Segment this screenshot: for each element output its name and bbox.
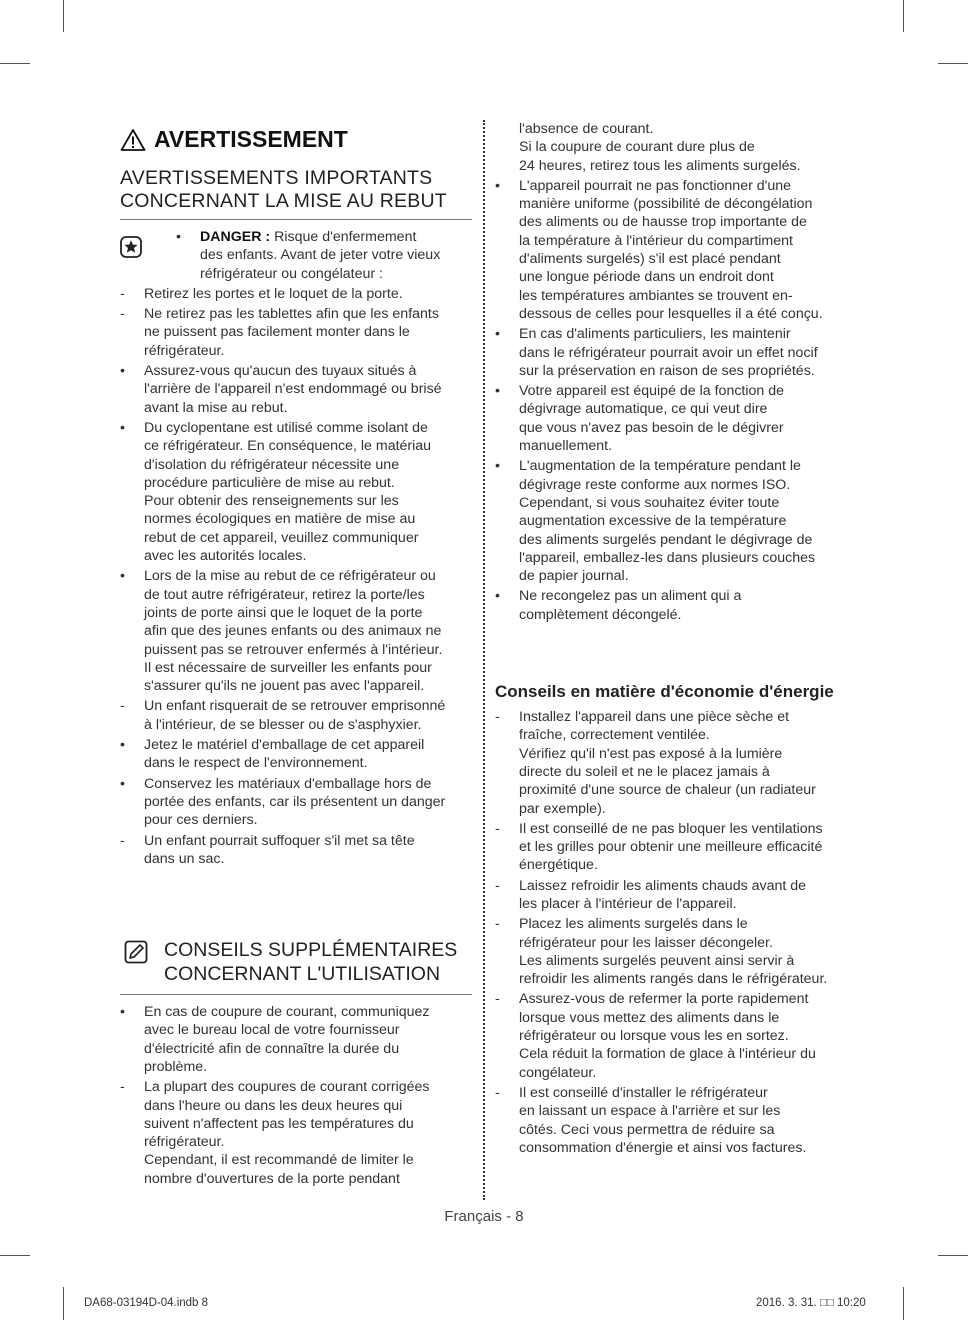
crop-mark [903, 1287, 904, 1320]
tips-continued: l'absence de courant. Si la coupure de courant dure plus de 24 heures, retirez tous les aliments surgelés. [519, 121, 801, 174]
right-column [495, 120, 850, 1159]
energy-section-title: Conseils en matière d'économie d'énergie [495, 682, 834, 702]
list-marker: - [495, 1084, 500, 1101]
list-marker: • [495, 458, 500, 475]
crop-mark [0, 1255, 30, 1256]
list-marker: • [495, 177, 500, 194]
bullet-list-item: • En cas d'aliments particuliers, les maintenir dans le réfrigérateur pourrait avoir un effet nocif sur la préservation en raison de ses propriétés. [495, 326, 818, 379]
bullet-list-item: • Jetez le matériel d'emballage de cet appareil dans le respect de l'environnement. [120, 737, 425, 772]
danger-label: DANGER : [200, 229, 271, 245]
list-marker: - [495, 709, 500, 726]
list-marker: • [120, 419, 125, 436]
list-marker: - [495, 877, 500, 894]
dash-list-item: - Un enfant risquerait de se retrouver emprisonné à l'intérieur, de se blesser ou de s'asphyxier. [120, 698, 446, 733]
list-marker: - [495, 991, 500, 1008]
list-marker: - [495, 820, 500, 837]
crop-mark [938, 1255, 968, 1256]
dash-list-item: - Un enfant pourrait suffoquer s'il met sa tête dans un sac. [120, 832, 415, 867]
crop-mark [0, 63, 30, 64]
list-marker: - [120, 832, 125, 849]
bullet-list-item: • L'augmentation de la température pendant le dégivrage reste conforme aux normes ISO. Cependant, si vous souhaitez éviter toute augmentation excessive de la température des aliments surgelés pendant le dégivrage de l'appareil, emballez-les dans plusieurs couches de papier journal. [495, 458, 816, 585]
crop-mark [63, 0, 64, 32]
danger-text: • DANGER : Risque d'enfermement des enfants. Avant de jeter votre vieux réfrigérateur ou congélateur : [176, 229, 441, 282]
dash-list-item: - Installez l'appareil dans une pièce sèche et fraîche, correctement ventilée. Vérifiez qu'il n'est pas exposé à la lumière directe du soleil et ne le placez jamais à proximité d'une source de chaleur (un radiateur par exemple). [495, 709, 816, 817]
bullet-list-item: • En cas de coupure de courant, communiquez avec le bureau local de votre fournisseur d'électricité afin de connaître la durée du problème. [120, 1004, 430, 1075]
crop-mark [903, 0, 904, 32]
dash-list-item: - Il est conseillé de ne pas bloquer les ventilations et les grilles pour obtenir une meilleure efficacité énergétique. [495, 820, 823, 874]
tips-list-right [495, 177, 850, 624]
bullet-list-item: • Lors de la mise au rebut de ce réfrigérateur ou de tout autre réfrigérateur, retirez la porte/les joints de porte ainsi que le loquet de la porte afin que des jeunes enfants ou des animaux ne puissent pas se retrouver enfermés à l'intérieur. Il est nécessaire de surveiller les enfants pour s'assurer qu'ils ne jouent pas avec l'appareil. [120, 568, 443, 695]
dash-list-item: - La plupart des coupures de courant corrigées dans l'heure ou dans les deux heures qui suivent n'affectent pas les températures du réfrigérateur. Cependant, il est recommandé de limiter le nombre d'ouvertures de la porte pendant [120, 1079, 430, 1187]
list-marker: • [120, 737, 125, 754]
list-marker: • [495, 383, 500, 400]
list-marker: • [495, 326, 500, 343]
list-marker: - [120, 1079, 125, 1096]
bullet-list-item: • Votre appareil est équipé de la fonction de dégivrage automatique, ce qui veut dire que vous n'avez pas besoin de le dégivrer manuellement. [495, 383, 785, 455]
page-number: Français - 8 [444, 1208, 524, 1225]
print-timestamp: 2016. 3. 31. □□ 10:20 [756, 1297, 866, 1309]
list-marker: • [120, 363, 125, 380]
list-marker: - [120, 285, 125, 302]
crop-mark [938, 63, 968, 64]
dash-list-item: - Placez les aliments surgelés dans le réfrigérateur pour les laisser décongeler. Les aliments surgelés peuvent ainsi servir à refroidir les aliments rangés dans le réfrigérateur. [495, 916, 828, 988]
bullet-list-item: • Ne recongelez pas un aliment qui a complètement décongelé. [495, 588, 742, 623]
left-column [120, 118, 472, 1190]
warning-list [120, 285, 472, 868]
bullet-list-item: • L'appareil pourrait ne pas fonctionner d'une manière uniforme (possibilité de décongélation des aliments ou de hausse trop importante de la température à l'intérieur du compartiment d'aliments surgelés) s'il est placé pendant une longue période dans un endroit dont les températures ambiantes se trouvent en- dessous de celles pour lesquelles il a été conçu. [495, 177, 823, 322]
crop-mark [63, 1287, 64, 1320]
note-pencil-icon [124, 940, 148, 964]
warning-triangle-icon [120, 128, 146, 152]
bullet-list-item: • Assurez-vous qu'aucun des tuyaux situés à l'arrière de l'appareil n'est endommagé ou brisé avant la mise au rebut. [120, 363, 442, 416]
tips-section-title: CONSEILS SUPPLÉMENTAIRES CONCERNANT L'UTILISATION [120, 938, 472, 995]
column-divider [483, 120, 485, 1200]
danger-star-icon [120, 236, 142, 258]
file-slug: DA68-03194D-04.indb 8 [84, 1297, 209, 1309]
warning-heading [120, 126, 472, 153]
list-marker: - [120, 698, 125, 715]
dash-list-item: - Il est conseillé d'installer le réfrigérateur en laissant un espace à l'arrière et sur les côtés. Ceci vous permettra de réduire sa consommation d'énergie et ainsi vos factures. [495, 1084, 807, 1156]
list-marker: - [120, 306, 125, 323]
dash-list-item: - Ne retirez pas les tablettes afin que les enfants ne puissent pas facilement monter dans le réfrigérateur. [120, 306, 439, 359]
bullet-list-item: • Du cyclopentane est utilisé comme isolant de ce réfrigérateur. En conséquence, le matériau d'isolation du réfrigérateur nécessite une procédure particulière de mise au rebut. Pour obtenir des renseignements sur les normes écologiques en matière de mise au rebut de cet appareil, veuillez communiquer avec les autorités locales. [120, 419, 432, 565]
warning-title: AVERTISSEMENT [154, 126, 348, 152]
dash-list-item: - Retirez les portes et le loquet de la porte. [120, 285, 403, 302]
energy-list [495, 708, 850, 1157]
disposal-section-title: AVERTISSEMENTS IMPORTANTS CONCERNANT LA MISE AU REBUT [120, 167, 472, 220]
dash-list-item: - Assurez-vous de refermer la porte rapidement lorsque vous mettez des aliments dans le réfrigérateur ou lorsque vous les en sortez. Cela réduit la formation de glace à l'intérieur du congélateur. [495, 991, 816, 1081]
bullet-list-item: • Conservez les matériaux d'emballage hors de portée des enfants, car ils présentent un danger pour ces derniers. [120, 775, 446, 829]
list-marker: • [120, 775, 125, 792]
list-marker: • [495, 588, 500, 605]
dash-list-item: - Laissez refroidir les aliments chauds avant de les placer à l'intérieur de l'appareil. [495, 877, 807, 912]
tips-list-left [120, 1003, 472, 1188]
list-marker: • [120, 1004, 125, 1021]
list-marker: - [495, 916, 500, 933]
list-marker: • [120, 568, 125, 585]
danger-block [120, 228, 472, 283]
